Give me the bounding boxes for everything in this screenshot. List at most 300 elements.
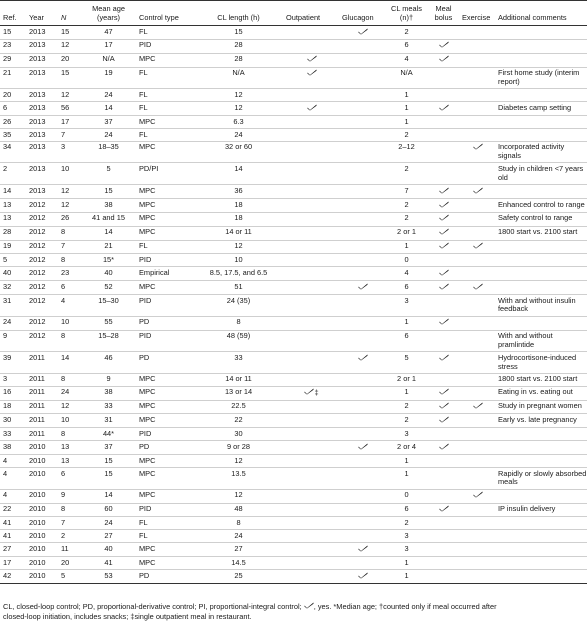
cell-n: 12 — [61, 401, 70, 411]
check-mark-icon — [307, 55, 317, 62]
cell-meal-bolus — [427, 373, 459, 386]
cell-exercise — [459, 468, 495, 490]
cell-glucagon — [339, 386, 385, 400]
cell-comments — [495, 517, 587, 530]
cell-outpatient — [283, 468, 339, 490]
check-mark-icon — [439, 269, 449, 276]
table-body — [0, 26, 587, 584]
cell-n: 10 — [61, 164, 70, 174]
cell-cl-length: 36 — [234, 185, 243, 195]
cell-control-type: MPC — [139, 401, 156, 411]
cell-ref: 26 — [3, 116, 12, 126]
footnote-marker: ‡ — [314, 388, 319, 398]
cell-cl-meals: 3 — [404, 530, 409, 540]
cell-n: 15 — [61, 68, 70, 78]
check-mark-icon — [358, 572, 368, 579]
cell-n: 12 — [61, 185, 70, 195]
cell-control-type: MPC — [139, 387, 156, 397]
cell-n: 10 — [61, 415, 70, 425]
cell-control-type: MPC — [139, 227, 156, 237]
cell-exercise — [459, 503, 495, 517]
check-mark-icon — [439, 283, 449, 290]
cell-year: 2010 — [29, 518, 46, 528]
cell-exercise — [459, 116, 495, 129]
cell-cl-length: 22.5 — [231, 401, 246, 411]
header-row — [0, 1, 587, 26]
cell-outpatient — [283, 212, 339, 226]
cell-year: 2012 — [29, 227, 46, 237]
cell-meal-bolus — [427, 89, 459, 102]
cell-year: 2011 — [29, 374, 45, 384]
cell-cl-length: 22 — [234, 415, 243, 425]
cell-comments — [495, 185, 587, 199]
header-exercise: Exercise — [459, 1, 495, 26]
table-row — [0, 468, 587, 490]
cell-outpatient — [283, 267, 339, 281]
cell-year: 2013 — [29, 142, 46, 152]
cell-n: 24 — [61, 387, 70, 397]
cell-exercise — [459, 102, 495, 116]
cell-glucagon — [339, 141, 385, 163]
cell-year: 2010 — [29, 441, 46, 451]
cell-mean-age: 15–28 — [98, 331, 119, 341]
cell-comments: Early vs. late pregnancy — [498, 415, 577, 425]
cell-meal-bolus — [427, 503, 459, 517]
cell-control-type: PID — [139, 295, 152, 305]
cell-cl-length: 14 or 11 — [225, 374, 252, 384]
table-row — [0, 102, 587, 116]
cell-exercise — [459, 569, 495, 583]
cell-comments — [495, 316, 587, 330]
cell-control-type: MPC — [139, 213, 156, 223]
cell-exercise — [459, 226, 495, 240]
cell-cl-meals: 1 — [404, 468, 409, 478]
cell-ref: 41 — [3, 530, 12, 540]
cell-glucagon — [339, 441, 385, 455]
cell-outpatient — [283, 26, 339, 40]
cell-meal-bolus — [427, 569, 459, 583]
cell-meal-bolus — [427, 26, 459, 40]
cell-comments — [495, 281, 587, 295]
cell-outpatient — [283, 428, 339, 441]
cell-comments — [495, 530, 587, 543]
table-row — [0, 53, 587, 67]
table-row — [0, 428, 587, 441]
cell-exercise — [459, 163, 495, 185]
cell-mean-age: 38 — [104, 199, 113, 209]
cell-exercise — [459, 386, 495, 400]
cell-cl-length: 32 or 60 — [224, 142, 253, 152]
cell-year: 2010 — [29, 455, 46, 465]
cell-control-type: MPC — [139, 54, 156, 64]
cell-control-type: MPC — [139, 281, 156, 291]
cell-cl-meals: 1 — [404, 557, 409, 567]
cell-year: 2013 — [29, 164, 46, 174]
cell-year: 2010 — [29, 543, 46, 553]
cell-comments: Rapidly or slowly absorbed meals — [498, 468, 587, 487]
cell-exercise — [459, 455, 495, 468]
header-cl-length: CL length (h) — [193, 1, 283, 26]
cell-outpatient — [283, 557, 339, 570]
check-mark-icon — [473, 143, 483, 150]
cell-outpatient — [283, 295, 339, 317]
cell-n: 12 — [61, 40, 70, 50]
check-mark-icon — [304, 388, 314, 395]
table-row — [0, 185, 587, 199]
cell-mean-age: 41 — [104, 557, 113, 567]
check-mark-icon — [439, 416, 449, 423]
cell-cl-meals: 0 — [404, 490, 409, 500]
cell-n: 8 — [61, 374, 66, 384]
cell-comments: Enhanced control to range — [498, 199, 585, 209]
table-row — [0, 386, 587, 400]
cell-control-type: MPC — [139, 185, 156, 195]
cell-cl-meals: 1 — [404, 241, 409, 251]
cell-ref: 18 — [3, 401, 12, 411]
cell-control-type: PD — [139, 441, 150, 451]
cell-cl-length: 8 — [236, 518, 241, 528]
cell-glucagon — [339, 489, 385, 503]
check-mark-icon — [307, 104, 317, 111]
cell-year: 2012 — [29, 213, 46, 223]
cell-mean-age: 44* — [102, 428, 115, 438]
cell-outpatient — [283, 316, 339, 330]
cell-year: 2011 — [29, 387, 45, 397]
cell-mean-age: 38 — [104, 387, 113, 397]
cell-ref: 16 — [3, 387, 12, 397]
cell-mean-age: 14 — [104, 490, 113, 500]
cell-year: 2013 — [29, 129, 46, 139]
table-row — [0, 569, 587, 583]
cell-comments: With and without insulin feedback — [498, 295, 576, 314]
cell-mean-age: 15* — [102, 255, 115, 265]
cell-comments: Study in children <7 years old — [498, 164, 584, 182]
cell-mean-age: 52 — [104, 281, 113, 291]
cell-ref: 40 — [3, 267, 12, 277]
table-row — [0, 226, 587, 240]
cell-outpatient — [283, 128, 339, 141]
cell-exercise — [459, 89, 495, 102]
cell-exercise — [459, 543, 495, 557]
cell-ref: 5 — [3, 255, 8, 265]
cell-year: 2012 — [29, 199, 46, 209]
check-mark-icon — [358, 28, 368, 35]
cell-exercise — [459, 330, 495, 352]
cell-ref: 30 — [3, 415, 12, 425]
cell-glucagon — [339, 373, 385, 386]
cell-outpatient — [283, 530, 339, 543]
cell-meal-bolus — [427, 441, 459, 455]
cell-outpatient — [283, 198, 339, 212]
cell-glucagon — [339, 267, 385, 281]
table-row — [0, 163, 587, 185]
cell-glucagon — [339, 185, 385, 199]
cell-exercise — [459, 373, 495, 386]
cell-outpatient — [283, 503, 339, 517]
cell-glucagon — [339, 116, 385, 129]
cell-exercise — [459, 428, 495, 441]
header-year: Year — [26, 1, 58, 26]
cell-outpatient — [283, 352, 339, 374]
table-row — [0, 89, 587, 102]
cell-glucagon — [339, 163, 385, 185]
cell-cl-length: 8 — [236, 317, 241, 327]
cell-cl-meals: 2 — [404, 213, 409, 223]
check-mark-icon — [439, 201, 449, 208]
table-row — [0, 503, 587, 517]
cell-meal-bolus — [427, 543, 459, 557]
cell-ref: 23 — [3, 40, 12, 50]
cell-n: 8 — [61, 428, 66, 438]
cell-cl-length: 12 — [234, 102, 243, 112]
cell-outpatient — [283, 441, 339, 455]
cell-mean-age: 15–30 — [98, 295, 119, 305]
cell-outpatient — [283, 67, 339, 89]
cell-ref: 39 — [3, 352, 12, 362]
check-mark-icon — [358, 283, 368, 290]
cell-comments — [495, 489, 587, 503]
check-mark-icon — [439, 402, 449, 409]
cell-meal-bolus — [427, 530, 459, 543]
cell-mean-age: 27 — [104, 530, 113, 540]
cell-n: 15 — [61, 26, 70, 36]
cell-cl-length: 14 — [234, 164, 243, 174]
header-comments: Additional comments — [495, 1, 587, 26]
cell-meal-bolus — [427, 226, 459, 240]
cell-n: 6 — [61, 468, 66, 478]
cell-outpatient — [283, 102, 339, 116]
cell-exercise — [459, 267, 495, 281]
cell-mean-age: 19 — [104, 68, 113, 78]
cell-glucagon — [339, 212, 385, 226]
cell-year: 2013 — [29, 89, 46, 99]
cell-ref: 32 — [3, 281, 12, 291]
cell-control-type: MPC — [139, 455, 156, 465]
cell-cl-length: 15 — [234, 26, 243, 36]
check-mark-icon — [358, 545, 368, 552]
cell-ref: 13 — [3, 199, 12, 209]
cell-ref: 34 — [3, 142, 12, 152]
cell-n: 12 — [61, 89, 70, 99]
table-row — [0, 557, 587, 570]
cell-comments: 1800 start vs. 2100 start — [498, 374, 578, 384]
cell-control-type: PID — [139, 255, 152, 265]
table-row — [0, 330, 587, 352]
cell-control-type: MPC — [139, 415, 156, 425]
cell-outpatient — [283, 386, 339, 400]
cell-outpatient — [283, 569, 339, 583]
cell-glucagon — [339, 281, 385, 295]
cell-cl-length: 48 — [234, 504, 243, 514]
cell-meal-bolus — [427, 67, 459, 89]
cell-n: 9 — [61, 490, 66, 500]
cell-comments: Study in pregnant women — [498, 401, 582, 411]
cell-year: 2012 — [29, 317, 46, 327]
cell-cl-length: 28 — [234, 54, 243, 64]
cell-year: 2011 — [29, 428, 45, 438]
cell-control-type: PID — [139, 504, 152, 514]
cell-comments — [495, 455, 587, 468]
cell-outpatient — [283, 116, 339, 129]
cell-exercise — [459, 128, 495, 141]
cell-cl-length: 12 — [234, 241, 243, 251]
cell-cl-meals: 6 — [404, 331, 409, 341]
table-row — [0, 455, 587, 468]
cell-mean-age: 15 — [104, 468, 113, 478]
cell-cl-meals: 2 — [404, 129, 409, 139]
cell-glucagon — [339, 414, 385, 428]
cell-comments — [495, 267, 587, 281]
cell-comments: 1800 start vs. 2100 start — [498, 227, 578, 237]
cell-cl-length: 8.5, 17.5, and 6.5 — [209, 267, 268, 277]
cell-meal-bolus — [427, 316, 459, 330]
header-ref: Ref. — [0, 1, 26, 26]
cell-glucagon — [339, 295, 385, 317]
cell-cl-length: 30 — [234, 428, 243, 438]
cell-glucagon — [339, 352, 385, 374]
cell-comments — [495, 569, 587, 583]
cell-control-type: MPC — [139, 116, 156, 126]
cell-glucagon — [339, 569, 385, 583]
cell-control-type: MPC — [139, 490, 156, 500]
cell-year: 2011 — [29, 401, 45, 411]
cell-exercise — [459, 352, 495, 374]
cell-ref: 42 — [3, 570, 12, 580]
table-row — [0, 26, 587, 40]
cell-glucagon — [339, 254, 385, 267]
check-mark-icon — [439, 214, 449, 221]
cell-control-type: PD — [139, 317, 150, 327]
cell-cl-meals: 3 — [404, 543, 409, 553]
cell-n: 10 — [61, 317, 70, 327]
cell-mean-age: 17 — [104, 40, 113, 50]
cell-exercise — [459, 53, 495, 67]
cell-mean-age: 14 — [104, 227, 113, 237]
cell-cl-meals: 1 — [404, 455, 409, 465]
table-header — [0, 1, 587, 26]
cell-glucagon — [339, 503, 385, 517]
cell-glucagon — [339, 240, 385, 254]
cell-year: 2013 — [29, 185, 46, 195]
cell-meal-bolus — [427, 330, 459, 352]
cell-meal-bolus — [427, 240, 459, 254]
cell-glucagon — [339, 128, 385, 141]
cell-control-type: Empirical — [139, 267, 170, 277]
cell-control-type: MPC — [139, 468, 156, 478]
cell-cl-length: 18 — [234, 213, 243, 223]
cell-year: 2013 — [29, 40, 46, 50]
cell-outpatient — [283, 163, 339, 185]
cell-meal-bolus — [427, 141, 459, 163]
cell-cl-meals: 2 — [404, 401, 409, 411]
table-row — [0, 128, 587, 141]
cell-exercise — [459, 414, 495, 428]
cell-meal-bolus — [427, 295, 459, 317]
cell-cl-length: 28 — [234, 40, 243, 50]
cell-n: 56 — [61, 102, 70, 112]
cell-glucagon — [339, 198, 385, 212]
cell-cl-length: 14.5 — [231, 557, 246, 567]
table-row — [0, 254, 587, 267]
cell-cl-meals: 5 — [404, 352, 409, 362]
check-mark-icon — [304, 602, 314, 609]
cell-mean-age: N/A — [102, 54, 115, 64]
cell-mean-age: 14 — [104, 102, 113, 112]
cell-control-type: FL — [139, 26, 148, 36]
cell-control-type: PD — [139, 352, 150, 362]
cell-glucagon — [339, 468, 385, 490]
cell-mean-age: 15 — [104, 455, 113, 465]
header-glucagon: Glucagon — [339, 1, 385, 26]
cell-comments: Eating in vs. eating out — [498, 387, 573, 397]
cell-meal-bolus — [427, 198, 459, 212]
cell-comments: Hydrocortisone-induced stress — [498, 352, 577, 371]
cell-exercise — [459, 295, 495, 317]
cell-cl-length: 12 — [234, 490, 243, 500]
table-row — [0, 198, 587, 212]
table-row — [0, 240, 587, 254]
cell-glucagon — [339, 330, 385, 352]
cell-ref: 41 — [3, 518, 12, 528]
check-mark-icon — [439, 228, 449, 235]
cell-exercise — [459, 530, 495, 543]
cell-mean-age: 41 and 15 — [92, 213, 125, 223]
cell-cl-meals: 2 or 4 — [397, 441, 416, 451]
cell-exercise — [459, 240, 495, 254]
cell-glucagon — [339, 517, 385, 530]
cell-outpatient — [283, 489, 339, 503]
cell-mean-age: 53 — [104, 570, 113, 580]
cell-mean-age: 18–35 — [98, 142, 119, 152]
cell-cl-length: N/A — [232, 68, 245, 78]
cell-year: 2010 — [29, 504, 46, 514]
cell-ref: 14 — [3, 185, 12, 195]
cell-control-type: PD/PI — [139, 164, 159, 174]
cell-year: 2013 — [29, 102, 46, 112]
cell-ref: 4 — [3, 455, 8, 465]
cell-comments: With and without pramlintide — [498, 331, 553, 349]
cell-control-type: MPC — [139, 374, 156, 384]
cell-exercise — [459, 198, 495, 212]
cell-control-type: FL — [139, 530, 148, 540]
cell-meal-bolus — [427, 102, 459, 116]
cell-cl-length: 10 — [234, 255, 243, 265]
cell-comments: Incorporated activity signals — [498, 142, 565, 161]
cell-cl-meals: 1 — [404, 317, 409, 327]
cell-outpatient — [283, 517, 339, 530]
cell-ref: 33 — [3, 428, 12, 438]
cell-comments — [495, 26, 587, 40]
cell-n: 7 — [61, 518, 66, 528]
table-row — [0, 295, 587, 317]
cell-n: 12 — [61, 199, 70, 209]
cell-mean-age: 46 — [104, 352, 113, 362]
cell-cl-meals: 4 — [404, 54, 409, 64]
cell-outpatient — [283, 455, 339, 468]
cell-n: 2 — [61, 530, 66, 540]
cell-n: 8 — [61, 331, 66, 341]
cell-mean-age: 31 — [104, 415, 113, 425]
cell-ref: 31 — [3, 295, 12, 305]
cell-exercise — [459, 26, 495, 40]
cell-control-type: FL — [139, 518, 148, 528]
cell-ref: 15 — [3, 26, 12, 36]
cell-comments — [495, 116, 587, 129]
cell-ref: 20 — [3, 89, 12, 99]
header-meal-bolus: Meal bolus — [427, 1, 459, 26]
cell-mean-age: 24 — [104, 518, 113, 528]
cell-cl-meals: 6 — [404, 281, 409, 291]
